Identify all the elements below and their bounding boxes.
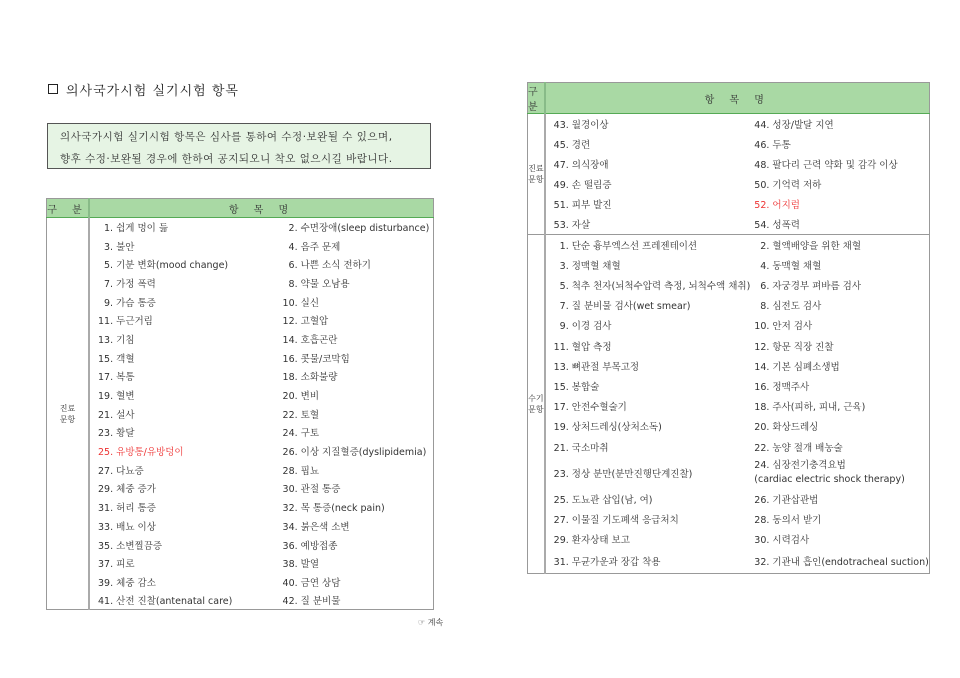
item-cell: 3. 불안 xyxy=(104,241,135,253)
item-cell: 25. 유방통/유방덩이 xyxy=(98,447,184,459)
item-cell: 45. 경련 xyxy=(553,139,591,151)
item-cell: 1. 쉽게 멍이 듦 xyxy=(89,218,279,237)
table-row xyxy=(528,437,930,457)
item-cell: 4. 동맥혈 채혈 xyxy=(760,260,822,272)
item-cell: 3. 정맥혈 채혈 xyxy=(559,260,621,272)
item-cell: 8. 심전도 검사 xyxy=(760,301,822,313)
item-cell: 37. 피로 xyxy=(98,559,135,571)
table-row xyxy=(47,517,434,536)
table-row xyxy=(528,295,930,315)
item-cell: 5. 척추 천자(뇌척수압력 측정, 뇌척수액 채취) xyxy=(559,281,751,293)
item-cell: 40. 금연 상담 xyxy=(282,577,341,589)
item-cell: 30. 관절 통증 xyxy=(282,484,341,496)
table-row xyxy=(528,416,930,436)
table-row xyxy=(528,457,930,489)
item-cell: 42. 질 분비물 xyxy=(282,596,341,608)
item-cell: 16. 정맥주사 xyxy=(754,382,810,394)
item-cell: 1. 단순 흉부엑스선 프레젠테이션 xyxy=(545,235,751,255)
table-row xyxy=(528,255,930,275)
item-cell: 26. 기관삽관법 xyxy=(754,494,819,506)
item-cell: 2. 혈액배양을 위한 채혈 xyxy=(750,235,929,255)
checkbox-bullet-icon xyxy=(48,84,58,94)
item-cell: 29. 체중 증가 xyxy=(98,484,156,496)
item-cell: 10. 안저 검사 xyxy=(754,321,813,333)
clinical-items-table xyxy=(46,198,434,610)
table-row xyxy=(47,311,434,330)
item-cell: 17. 안전수혈술기 xyxy=(553,402,627,414)
item-cell: 12. 고혈압 xyxy=(282,316,329,328)
item-cell: 22. 토혈 xyxy=(282,409,320,421)
table-row xyxy=(47,255,434,274)
clinical-procedure-table xyxy=(527,82,930,574)
item-cell: 17. 복통 xyxy=(98,372,135,384)
item-cell: 11. 혈압 측정 xyxy=(553,341,612,353)
item-cell: 9. 이경 검사 xyxy=(559,321,612,333)
header-items: 항 목 명 xyxy=(89,199,433,218)
item-cell: 41. 산전 진찰(antenatal care) xyxy=(98,596,233,608)
item-cell: 32. 기관내 흡인(endotracheal suction) xyxy=(754,557,929,568)
notice-line: 의사국가시험 실기시험 항목은 심사를 통하여 수정·보완될 수 있으며, xyxy=(60,131,393,143)
item-cell: 18. 주사(피하, 피내, 근육) xyxy=(754,402,866,414)
table-row xyxy=(528,529,930,549)
table-row xyxy=(47,292,434,311)
item-cell: 21. 설사 xyxy=(98,409,135,421)
item-cell: 27. 이물질 기도폐색 응급처치 xyxy=(553,514,679,526)
item-cell: 26. 이상 지질혈증(dyslipidemia) xyxy=(282,447,427,459)
table-row xyxy=(47,386,434,405)
table-row xyxy=(47,218,434,237)
item-cell: 51. 피부 발진 xyxy=(553,200,612,212)
item-cell: 9. 가슴 통증 xyxy=(104,297,156,309)
item-cell: 29. 환자상태 보고 xyxy=(553,535,630,547)
category-label: 진료 문항 xyxy=(528,114,545,235)
item-cell: 33. 배뇨 이상 xyxy=(98,521,156,533)
table-row xyxy=(528,376,930,396)
item-cell: 13. 기침 xyxy=(98,334,135,346)
item-cell: 43. 월경이상 xyxy=(545,114,751,134)
item-cell: 10. 실신 xyxy=(282,297,320,309)
item-cell: 19. 혈변 xyxy=(98,391,135,403)
item-cell: 5. 기분 변화(mood change) xyxy=(104,260,229,272)
item-cell: 6. 나쁜 소식 전하기 xyxy=(288,260,371,272)
item-cell: 19. 상처드레싱(상처소독) xyxy=(553,422,662,434)
table-row xyxy=(47,573,434,592)
item-cell: 23. 황달 xyxy=(98,428,135,440)
table-row xyxy=(47,330,434,349)
table-row xyxy=(528,235,930,255)
table-row xyxy=(528,275,930,295)
item-cell: 13. 뼈관절 부목고정 xyxy=(553,361,640,373)
item-cell: 21. 국소마취 xyxy=(553,442,609,454)
item-cell: 30. 시력검사 xyxy=(754,535,810,547)
item-cell: 8. 약물 오남용 xyxy=(288,278,350,290)
item-cell: 31. 허리 통증 xyxy=(98,503,156,515)
table-row xyxy=(47,348,434,367)
item-cell: 27. 다뇨증 xyxy=(98,465,144,477)
item-cell: 4. 음주 문제 xyxy=(288,241,341,253)
table-row xyxy=(528,489,930,509)
table-row xyxy=(528,336,930,356)
table-row xyxy=(47,498,434,517)
item-cell: 49. 손 떨림증 xyxy=(553,180,612,192)
table-row xyxy=(47,535,434,554)
item-cell: 6. 자궁경부 펴바름 검사 xyxy=(760,281,861,293)
item-cell: 14. 호흡곤란 xyxy=(282,334,338,346)
item-cell: 25. 도뇨관 삽입(남, 여) xyxy=(553,494,653,506)
notice-line: 향후 수정·보완될 경우에 한하여 공지되오니 착오 없으시길 바랍니다. xyxy=(60,153,393,165)
table-row xyxy=(47,274,434,293)
section-title-text: 의사국가시험 실기시험 항목 xyxy=(66,84,239,99)
table-row xyxy=(528,549,930,573)
table-row xyxy=(47,460,434,479)
item-cell: 48. 팔다리 근력 약화 및 감각 이상 xyxy=(754,159,898,171)
table-row xyxy=(528,396,930,416)
continued-note: ☞ 계속 xyxy=(418,618,444,627)
item-cell: 15. 객혈 xyxy=(98,353,135,365)
item-cell: 14. 기본 심폐소생법 xyxy=(754,361,840,373)
item-cell: 46. 두통 xyxy=(754,139,791,151)
item-cell: 7. 가정 폭력 xyxy=(104,278,156,290)
item-cell: 54. 성폭력 xyxy=(754,220,800,232)
table-row xyxy=(47,367,434,386)
table-row xyxy=(47,591,434,610)
item-cell: 35. 소변찔끔증 xyxy=(98,540,163,552)
item-cell: 31. 무균가운과 장갑 착용 xyxy=(553,557,661,568)
category-label: 수기 문항 xyxy=(528,235,545,574)
table-row xyxy=(47,236,434,255)
item-cell: 32. 목 통증(neck pain) xyxy=(282,503,385,515)
item-cell: 28. 동의서 받기 xyxy=(754,514,822,526)
item-cell: 28. 핍뇨 xyxy=(282,465,320,477)
item-cell: 52. 어지럼 xyxy=(754,200,800,212)
item-cell: 47. 의식장애 xyxy=(553,159,609,171)
table-row xyxy=(528,509,930,529)
table-row xyxy=(47,404,434,423)
item-cell: 2. 수면장애(sleep disturbance) xyxy=(279,218,434,237)
item-cell: 23. 정상 분만(분만진행단계진찰) xyxy=(553,468,693,480)
item-cell: 11. 두근거림 xyxy=(98,316,153,328)
table-row xyxy=(47,442,434,461)
table-row xyxy=(47,554,434,573)
category-label: 진료 문항 xyxy=(47,218,90,610)
header-items: 항 목 명 xyxy=(545,83,930,114)
table-row xyxy=(47,479,434,498)
item-cell: 24. 구토 xyxy=(282,428,320,440)
item-cell: 44. 성장/발달 지연 xyxy=(750,114,929,134)
table-row xyxy=(528,174,930,194)
item-cell: 22. 농양 절개 배농술 xyxy=(754,442,843,454)
item-cell: 20. 변비 xyxy=(282,391,320,403)
table-row xyxy=(47,423,434,442)
table-row xyxy=(528,356,930,376)
item-cell: 16. 콧물/코막힘 xyxy=(282,353,350,365)
item-cell: 20. 화상드레싱 xyxy=(754,422,819,434)
item-cell: 53. 자살 xyxy=(553,220,591,232)
item-cell: 38. 발열 xyxy=(282,559,320,571)
item-cell: 18. 소화불량 xyxy=(282,372,338,384)
table-row xyxy=(528,154,930,174)
item-cell: 34. 붉은색 소변 xyxy=(282,521,350,533)
item-cell: 15. 봉합술 xyxy=(553,382,600,394)
table-row xyxy=(528,194,930,214)
table-row xyxy=(528,214,930,234)
header-category: 구 분 xyxy=(528,83,545,114)
header-category: 구 분 xyxy=(47,199,90,218)
table-row xyxy=(528,114,930,134)
notice-box xyxy=(47,123,431,169)
table-row xyxy=(528,134,930,154)
item-cell: 7. 질 분비물 검사(wet smear) xyxy=(559,301,691,313)
item-cell: 50. 기억력 저하 xyxy=(754,180,822,192)
item-cell: 36. 예방접종 xyxy=(282,540,338,552)
table-row xyxy=(528,315,930,335)
item-cell: 24. 심장전기충격요법 (cardiac electric shock therapy) xyxy=(754,459,905,485)
item-cell: 12. 항문 직장 진찰 xyxy=(754,341,834,353)
section-title xyxy=(48,80,239,99)
item-cell: 39. 체중 감소 xyxy=(98,577,156,589)
